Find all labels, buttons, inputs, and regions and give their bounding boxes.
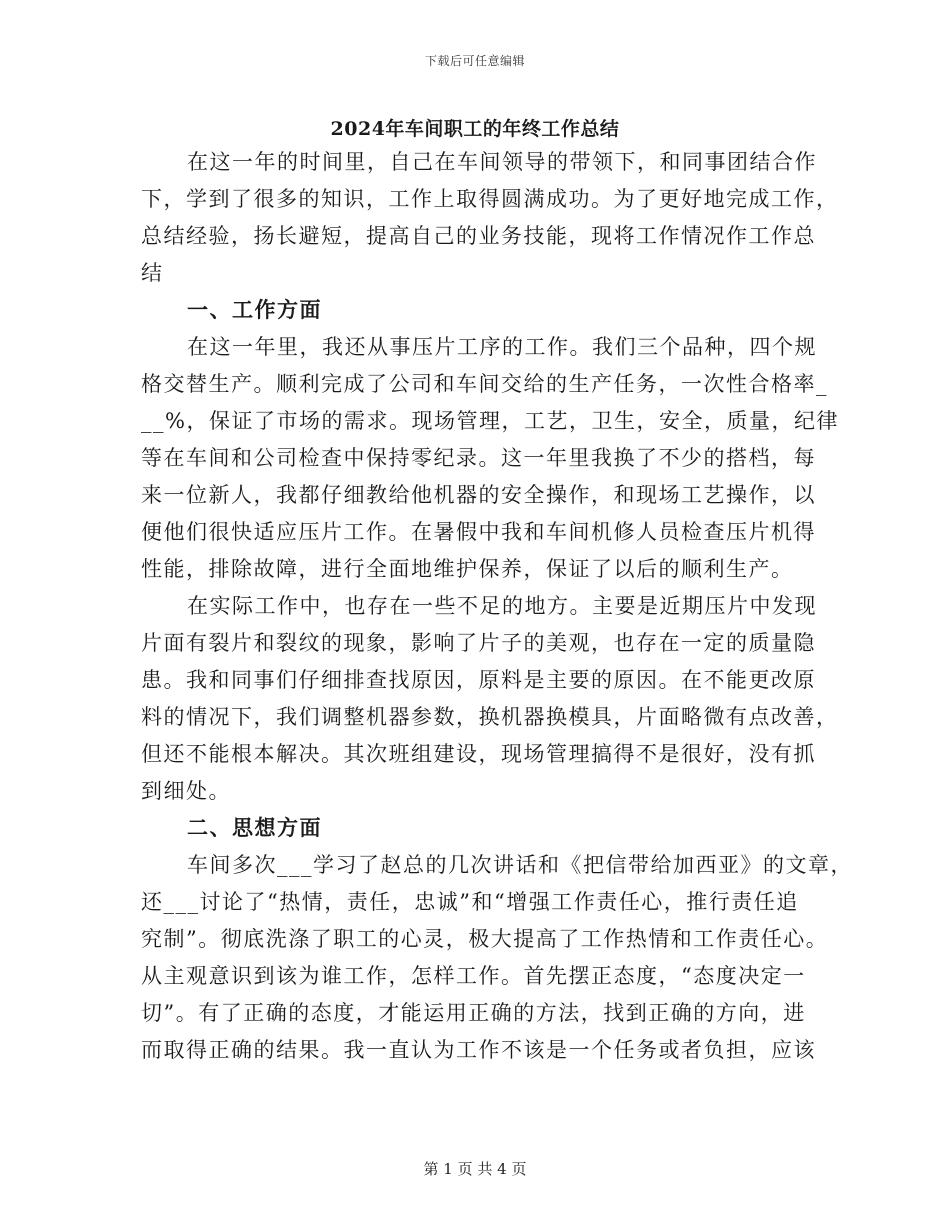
- paragraph-line: 结: [141, 261, 164, 285]
- section-heading-work: 一、工作方面: [187, 297, 322, 322]
- page-footer: 第 1 页 共 4 页: [423, 1160, 527, 1178]
- paragraph-line: 究制”。彻底洗涤了职工的心灵，极大提高了工作热情和工作责任心。: [141, 927, 829, 951]
- section-heading-thought: 二、思想方面: [187, 815, 322, 840]
- paragraph-line: 患。我和同事们仔细排查找原因，原料是主要的原因。在不能更改原: [141, 668, 816, 692]
- paragraph-line: __%，保证了市场的需求。现场管理，工艺，卫生，安全，质量，纪律: [141, 409, 839, 433]
- paragraph-line: 在这一年里，我还从事压片工序的工作。我们三个品种，四个规: [187, 335, 817, 359]
- paragraph-line: 而取得正确的结果。我一直认为工作不该是一个任务或者负担，应该: [141, 1038, 816, 1062]
- paragraph-line: 片面有裂片和裂纹的现象，影响了片子的美观，也存在一定的质量隐: [141, 631, 816, 655]
- paragraph-line: 到细处。: [141, 779, 231, 803]
- paragraph-line: 在这一年的时间里，自己在车间领导的带领下，和同事团结合作: [187, 150, 817, 174]
- paragraph-line: 切”。有了正确的态度，才能运用正确的方法，找到正确的方向，进: [141, 1001, 806, 1025]
- paragraph-line: 还___讨论了“热情，责任，忠诚”和“增强工作责任心，推行责任追: [141, 890, 799, 914]
- paragraph-line: 等在车间和公司检查中保持零纪录。这一年里我换了不少的搭档，每: [141, 446, 816, 470]
- paragraph-line: 来一位新人，我都仔细教给他机器的安全操作，和现场工艺操作，以: [141, 483, 816, 507]
- paragraph-line: 格交替生产。顺利完成了公司和车间交给的生产任务，一次性合格率_: [141, 372, 828, 396]
- header-note: 下载后可任意编辑: [424, 54, 525, 68]
- paragraph-line: 下，学到了很多的知识，工作上取得圆满成功。为了更好地完成工作，: [141, 187, 839, 211]
- paragraph-line: 从主观意识到该为谁工作，怎样工作。首先摆正态度，“态度决定一: [141, 964, 806, 988]
- paragraph-line: 在实际工作中，也存在一些不足的地方。主要是近期压片中发现: [187, 594, 817, 618]
- paragraph-line: 性能，排除故障，进行全面地维护保养，保证了以后的顺利生产。: [141, 557, 794, 581]
- paragraph-line: 但还不能根本解决。其次班组建设，现场管理搞得不是很好，没有抓: [141, 742, 816, 766]
- paragraph-line: 总结经验，扬长避短，提高自己的业务技能，现将工作情况作工作总: [141, 224, 816, 248]
- paragraph-line: 料的情况下，我们调整机器参数，换机器换模具，片面略微有点改善，: [141, 705, 839, 729]
- paragraph-line: 车间多次___学习了赵总的几次讲话和《把信带给加西亚》的文章，: [187, 853, 853, 877]
- document-title: 2024年车间职工的年终工作总结: [330, 118, 620, 140]
- paragraph-line: 便他们很快适应压片工作。在暑假中我和车间机修人员检查压片机得: [141, 520, 816, 544]
